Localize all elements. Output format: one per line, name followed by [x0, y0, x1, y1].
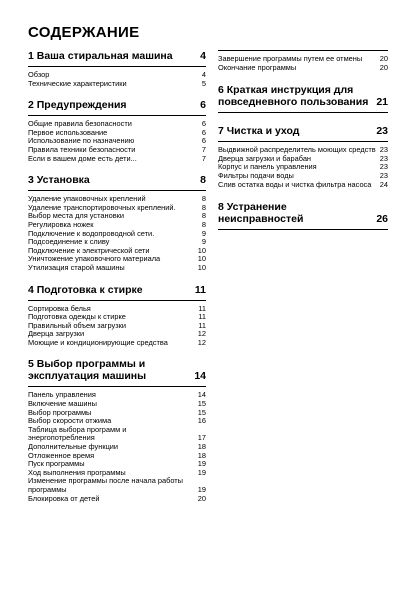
toc-entry: Дополнительные функции 18 [28, 442, 206, 452]
toc-section-5 [28, 358, 206, 503]
toc-entry: Подготовка одежды к стирке 11 [28, 312, 206, 322]
section-heading: 5 Выбор программы и эксплуатация машины 14 [28, 358, 206, 387]
toc-right-column [218, 50, 388, 242]
toc-section-4 [28, 284, 206, 348]
toc-entry: Завершение программы путем ее отмены 20 [218, 54, 388, 63]
toc-entry: Первое использование 6 [28, 127, 206, 137]
toc-entry: Правила техники безопасности 7 [28, 144, 206, 154]
toc-entry: Дверца загрузки и барабан 23 [218, 153, 388, 163]
section-heading: 7 Чистка и уход 23 [218, 125, 388, 142]
toc-entry: Правильный объем загрузки 11 [28, 320, 206, 330]
toc-entry: Подсоединение к сливу 9 [28, 237, 206, 247]
toc-entry: Окончание программы 20 [218, 62, 388, 72]
toc-entry: Технические характеристики 5 [28, 78, 206, 88]
toc-entry: Удаление упаковочных креплений 8 [28, 194, 206, 204]
toc-entry: Моющие и кондиционирующие средства 12 [28, 337, 206, 347]
toc-section-8 [218, 201, 388, 230]
toc-entry: Выдвижной распределитель моющих средств 23 [218, 145, 388, 155]
section-heading: 8 Устранение неисправностей 26 [218, 201, 388, 230]
toc-entry: Фильтры подачи воды 23 [218, 170, 388, 180]
toc-entry: Панель управления 14 [28, 390, 206, 400]
toc-entry: Дверца загрузки 12 [28, 329, 206, 339]
toc-entry: Уничтожение упаковочного материала 10 [28, 254, 206, 264]
toc-entry: Общие правила безопасности 6 [28, 119, 206, 129]
toc-section-6 [218, 84, 388, 113]
toc-entry: Слив остатка воды и чистка фильтра насоса 24 [218, 179, 388, 189]
toc-entry: Выбор скорости отжима 16 [28, 416, 206, 426]
toc-entry: Корпус и панель управления 23 [218, 162, 388, 172]
toc-left-column [28, 50, 206, 514]
toc-entry: Обзор 4 [28, 70, 206, 79]
toc-section-1 [28, 50, 206, 88]
toc-entry: Ход выполнения программы 19 [28, 467, 206, 477]
toc-section-2 [28, 99, 206, 163]
toc-entry: Регулировка ножек 8 [28, 219, 206, 229]
toc-entry: Удаление транспортировочных креплений. 8 [28, 202, 206, 212]
toc-entry: Выбор места для установки 8 [28, 211, 206, 221]
section-heading: 1 Ваша стиральная машина 4 [28, 50, 206, 67]
toc-entry: Включение машины 15 [28, 399, 206, 409]
toc-entry: Блокировка от детей 20 [28, 493, 206, 503]
toc-entry: Сортировка белья 11 [28, 303, 206, 313]
toc-section-3 [28, 174, 206, 272]
toc-section-5-continued [218, 50, 388, 72]
toc-entry: Утилизация старой машины 10 [28, 262, 206, 272]
toc-entry: Таблица выбора программ и энергопотребления 17 [28, 424, 206, 443]
continued-list [218, 50, 388, 72]
toc-entry: Изменение программы после начала работы программы 19 [28, 476, 206, 494]
toc-entry: Если в вашем доме есть дети... 7 [28, 153, 206, 163]
toc-entry: Выбор программы 15 [28, 407, 206, 417]
section-heading: 2 Предупреждения 6 [28, 99, 206, 116]
toc-entry: Подключение к электрической сети 10 [28, 245, 206, 255]
section-heading: 3 Установка 8 [28, 174, 206, 191]
page-title: СОДЕРЖАНИЕ [28, 24, 140, 41]
toc-entry: Подключение к водопроводной сети. 9 [28, 228, 206, 238]
section-heading: 6 Краткая инструкция для повседневного пользования 21 [218, 84, 388, 113]
toc-entry: Отложенное время 18 [28, 450, 206, 460]
toc-section-7 [218, 125, 388, 189]
section-heading: 4 Подготовка к стирке 11 [28, 284, 206, 301]
toc-entry: Пуск программы 19 [28, 459, 206, 469]
toc-entry: Использование по назначению 6 [28, 136, 206, 146]
